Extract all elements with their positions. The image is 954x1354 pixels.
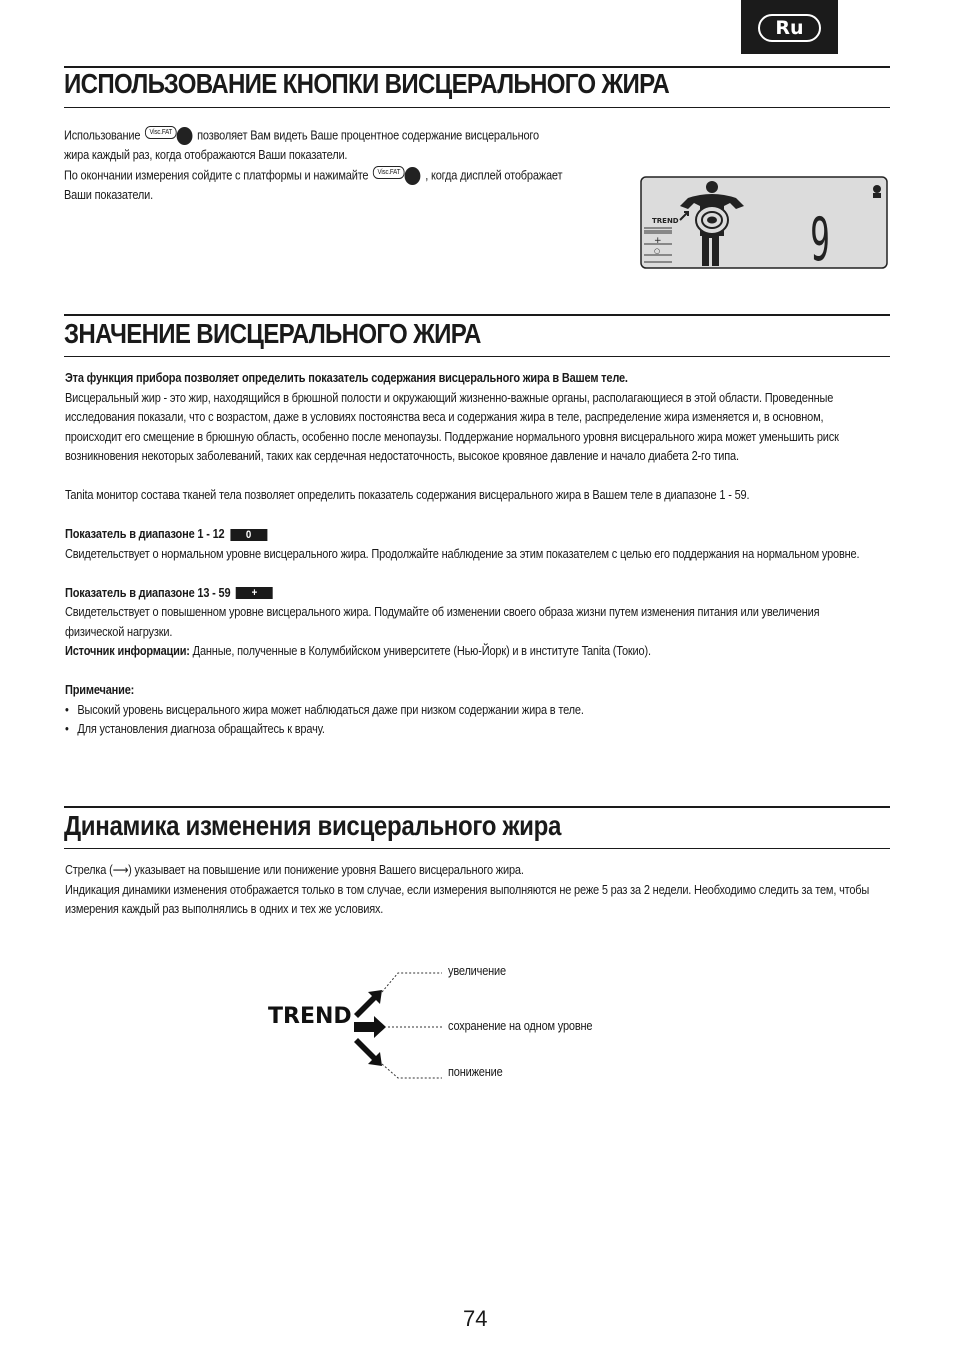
language-label: Ru	[758, 14, 821, 42]
page-number: 74	[463, 1306, 488, 1331]
trend-up-arrow-icon	[354, 990, 382, 1018]
section3-body	[65, 861, 888, 920]
section3-bottom-rule	[64, 848, 890, 849]
p2-text-a: По окончании измерения сойдите с платформы и нажимайте	[64, 167, 369, 182]
section3-line-2: Индикация динамики изменения отображается только в том случае, если измерения выполняются не реже 5 раз за 2 недели. Необходимо следить за тем, чтобы	[65, 882, 870, 897]
lcd-display-svg	[640, 176, 888, 269]
section2-title: ЗНАЧЕНИЕ ВИСЦЕРАЛЬНОГО ЖИРА	[64, 318, 481, 349]
section3-top-rule	[64, 806, 890, 808]
viscfat-circle-icon-2	[405, 167, 421, 185]
svg-text:+: +	[654, 236, 662, 246]
section2-line-3: происходит его смещение в брюшную область, особенно после менопаузы. Поддержание нормального уровня висцерального жира может уменьшить риск	[65, 429, 839, 444]
note-item: • Высокий уровень висцерального жира может наблюдаться даже при низком содержании жира в теле.	[65, 702, 584, 717]
p2-text-b: , когда дисплей отображает	[425, 167, 563, 182]
source-label: Источник информации:	[65, 644, 190, 658]
section1-paragraph	[64, 126, 592, 205]
note-label: Примечание:	[65, 683, 135, 697]
section2-line-4: возникновения некоторых заболеваний, таких как сердечная недостаточность, высокое кровяное давление и начало диабета 2-го типа.	[65, 449, 739, 463]
range-text: Tanita монитор состава тканей тела позволяет определить показатель содержания висцерального жира в Вашем теле в диапазоне 1 - 59.	[65, 488, 750, 502]
section2-intro: Эта функция прибора позволяет определить показатель содержания висцерального жира в Вашем теле.	[65, 371, 628, 385]
range2-line-1: Свидетельствует о повышенном уровне висцерального жира. Подумайте об изменении своего образа жизни путем изменения питания или увеличения	[65, 605, 820, 619]
note-item-text: Высокий уровень висцерального жира может наблюдаться даже при низком содержании жира в теле.	[77, 702, 584, 717]
section2-body	[65, 369, 883, 740]
section3-line-3: измерения каждый раз выполнялись в одних и тех же условиях.	[65, 902, 384, 916]
source-text: Данные, полученные в Колумбийском университете (Нью-Йорк) и в институте Tanita (Токио).	[189, 644, 651, 658]
note-item-text: Для установления диагноза обращайтесь к врачу.	[77, 722, 325, 736]
viscfat-button-label-2: Visc.FAT	[373, 166, 405, 179]
p1-text-b: позволяет Вам видеть Ваше процентное содержание висцерального	[197, 128, 539, 143]
p1-text-c: жира каждый раз, когда отображаются Ваши показатели.	[64, 148, 348, 162]
trend-up-label: увеличение	[448, 964, 506, 978]
trend-diagram	[268, 958, 628, 1084]
note-item: • Для установления диагноза обращайтесь к врачу.	[65, 722, 325, 736]
lcd-trend-label: TREND	[652, 217, 679, 225]
range2-line-2: физической нагрузки.	[65, 624, 173, 639]
section2-line-2: исследования показали, что с возрастом, даже в условиях постоянства веса и содержания жира в теле, распределение жира изменяется и, в основном,	[65, 410, 824, 424]
section2-bottom-rule	[64, 356, 890, 357]
p1-text-a: Использование	[64, 128, 141, 143]
viscfat-button-icon-2	[371, 166, 422, 186]
viscfat-circle-icon	[177, 127, 193, 145]
viscfat-button-label: Visc.FAT	[145, 126, 177, 139]
p2-text-c: Ваши показатели.	[64, 187, 154, 202]
range1-badge: 0	[230, 529, 267, 541]
language-tab	[741, 0, 838, 54]
range1-text: Свидетельствует о нормальном уровне висцерального жира. Продолжайте наблюдение за этим показателем с целью его поддержания на нормальном уровне.	[65, 546, 860, 561]
section1-title: ИСПОЛЬЗОВАНИЕ КНОПКИ ВИСЦЕРАЛЬНОГО ЖИРА	[64, 68, 670, 99]
section2-line-1: Висцеральный жир - это жир, находящийся в брюшной полости и окружающий жизненно-важные органы, располагающиеся в этой области. Проведенные	[65, 390, 834, 405]
trend-label: TREND	[268, 1004, 352, 1029]
range2-heading: Показатель в диапазоне 13 - 59	[65, 585, 231, 600]
viscfat-button-icon	[143, 126, 194, 146]
trend-same-arrow-icon	[354, 1016, 386, 1038]
trend-down-label: понижение	[448, 1065, 503, 1079]
section1-bottom-rule	[64, 107, 890, 108]
range2-badge: +	[236, 587, 273, 599]
lcd-display-illustration	[640, 176, 888, 269]
lcd-value: 9	[810, 205, 830, 269]
section3-title: Динамика изменения висцерального жира	[64, 810, 562, 841]
trend-down-arrow-icon	[354, 1038, 382, 1066]
section2-top-rule	[64, 314, 890, 316]
svg-text:○: ○	[654, 247, 661, 255]
trend-same-label: сохранение на одном уровне	[448, 1019, 593, 1033]
range1-heading: Показатель в диапазоне 1 - 12	[65, 527, 225, 541]
section3-line-1: Стрелка (⟶) указывает на повышение или понижение уровня Вашего висцерального жира.	[65, 863, 524, 877]
